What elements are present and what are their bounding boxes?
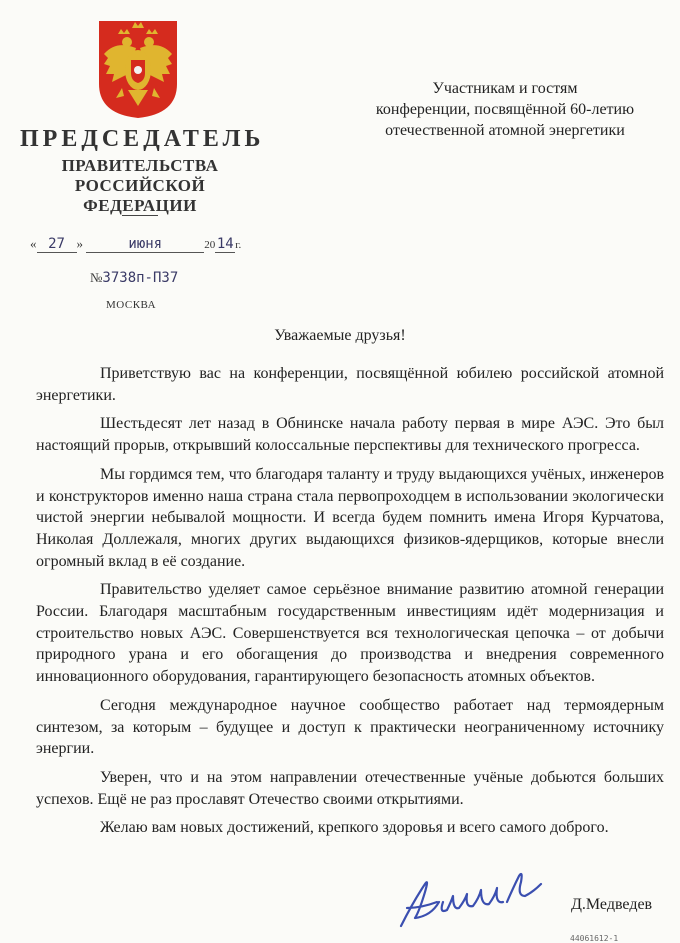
letterhead-title: ПРЕДСЕДАТЕЛЬ bbox=[20, 126, 265, 152]
body-paragraph: Приветствую вас на конференции, посвящённой юбилею российской атомной энергетики. bbox=[36, 365, 664, 404]
addressee-line: конференции, посвящённой 60-летию bbox=[375, 101, 635, 118]
body-paragraph: Правительство уделяет самое серьёзное внимание развитию атомной генерации России. Благодаря масштабным государственным инвестициям идёт модернизация и строительство новых АЭС. Совершенствуется вся технологическая цепочка – от добычи природного урана и его обогащения до производства и внедрения современного инновационного оборудования, гарантирующего безопасность атомных объектов. bbox=[36, 581, 664, 686]
body-paragraph: Сегодня международное научное сообщество работает над термоядерным синтезом, за которым – будущее и доступ к практически неограниченному источнику энергии. bbox=[36, 696, 664, 758]
body-paragraph: Желаю вам новых достижений, крепкого здоровья и всего самого доброго. bbox=[100, 819, 609, 837]
body-paragraph: Шестьдесят лет назад в Обнинске начала работу первая в мире АЭС. Это был настоящий прорыв, открывший колоссальные перспективы для технического прогресса. bbox=[36, 415, 664, 455]
date-row bbox=[30, 236, 241, 253]
document-code: 44061612-1 bbox=[570, 934, 619, 943]
date-year-suffix: 14 bbox=[216, 236, 234, 252]
date-day: 27 bbox=[48, 236, 65, 252]
addressee-line: отечественной атомной энергетики bbox=[385, 122, 625, 139]
salutation: Уважаемые друзья! bbox=[274, 327, 406, 344]
date-quote-open: « bbox=[30, 236, 37, 251]
addressee-block bbox=[355, 78, 655, 141]
letter-body bbox=[36, 363, 664, 846]
handwritten-signature bbox=[395, 862, 545, 934]
signer-name: Д.Медведев bbox=[571, 896, 653, 913]
coat-of-arms-icon bbox=[96, 18, 180, 120]
city-label: МОСКВА bbox=[106, 299, 157, 311]
letterhead-title-block bbox=[20, 126, 265, 216]
date-month: июня bbox=[128, 236, 163, 252]
letterhead-line-3: РОССИЙСКОЙ ФЕДЕРАЦИИ bbox=[74, 176, 206, 215]
letterhead-line-2: ПРАВИТЕЛЬСТВА bbox=[61, 156, 219, 175]
registration-number: 3738п-П37 bbox=[102, 270, 179, 286]
date-year-mark: г. bbox=[235, 239, 242, 251]
addressee-line: Участникам и гостям bbox=[432, 80, 578, 97]
body-paragraph: Уверен, что и на этом направлении отечественные учёные добьются больших успехов. Ещё не раз прославят Отечество своими открытиями. bbox=[36, 768, 664, 808]
body-paragraph: Мы гордимся тем, что благодаря таланту и труду выдающихся учёных, инженеров и конструкторов именно наша страна стала первопроходцем в использовании экологически чистой энергии небывалой мощности. И всегда будем помнить имена Игоря Курчатова, Николая Доллежаля, многих других выдающихся физиков-ядерщиков, которые внесли огромный вклад в её создание. bbox=[36, 465, 664, 570]
number-sign: № bbox=[90, 270, 103, 285]
date-year-prefix: 20 bbox=[204, 239, 216, 251]
letterhead-divider bbox=[122, 215, 158, 216]
date-quote-close: » bbox=[76, 236, 83, 251]
registration-number-row bbox=[90, 270, 178, 286]
